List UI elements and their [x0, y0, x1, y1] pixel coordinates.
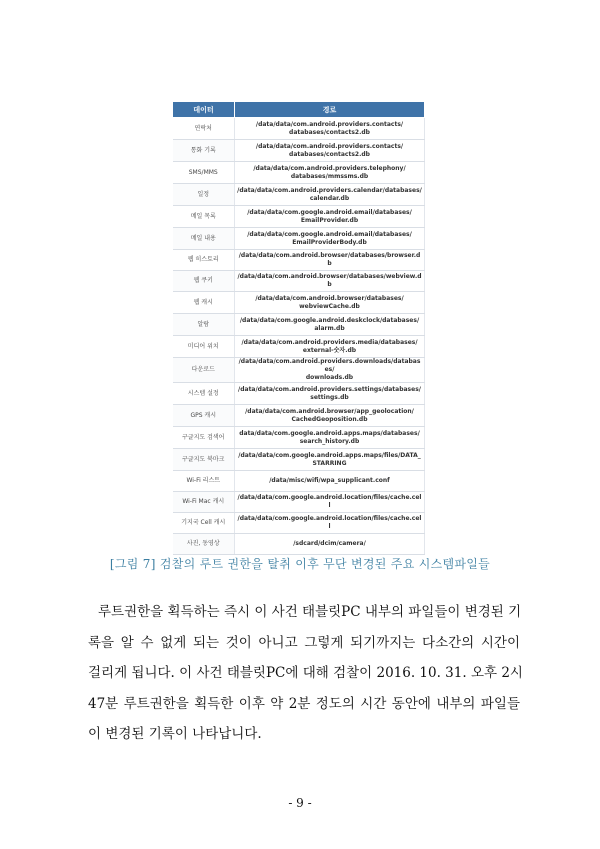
path-text: /data/data/com.android.providers.telephony/ databases/mmssms.db — [253, 164, 406, 180]
body-line: 루트권한을 획득하는 즉시 이 사건 태블릿PC 내부의 파일들이 변경된 기 — [98, 604, 522, 620]
data-type-cell: 웹 쿠키 — [173, 271, 235, 292]
data-type-cell: 웹 히스토리 — [173, 250, 235, 271]
data-type-cell: 일정 — [173, 184, 235, 206]
path-cell — [235, 206, 425, 228]
path-cell — [235, 358, 425, 383]
data-type-cell: 사진, 동영상 — [173, 534, 235, 555]
path-cell — [235, 383, 425, 405]
table-row — [173, 314, 425, 336]
path-cell — [235, 534, 425, 555]
table-row — [173, 358, 425, 383]
table-row — [173, 336, 425, 358]
path-cell — [235, 184, 425, 206]
table-row — [173, 427, 425, 449]
path-cell — [235, 314, 425, 336]
table-row — [173, 228, 425, 250]
table-row — [173, 449, 425, 471]
data-type-cell: 알람 — [173, 314, 235, 336]
data-type-cell: 웹 캐시 — [173, 292, 235, 314]
header-data: 데이터 — [173, 102, 235, 118]
path-cell — [235, 492, 425, 513]
path-text: data/data/com.google.android.apps.maps/databases/ search_history.db — [239, 429, 420, 445]
path-cell — [235, 228, 425, 250]
table-row — [173, 140, 425, 162]
table-row — [173, 292, 425, 314]
path-cell — [235, 250, 425, 271]
path-text: /data/data/com.android.browser/databases/browser.db — [238, 252, 421, 267]
path-text: /data/data/com.android.providers.downloads/databases/ downloads.db — [238, 358, 421, 381]
path-cell — [235, 140, 425, 162]
data-type-cell: GPS 캐시 — [173, 405, 235, 427]
table-header-row — [173, 102, 425, 118]
path-cell — [235, 162, 425, 184]
table-body — [173, 118, 425, 555]
path-text: /data/data/com.android.providers.contacts/ databases/contacts2.db — [255, 142, 404, 158]
path-text: /data/data/com.android.browser/databases/ webviewCache.db — [255, 294, 404, 310]
body-line: 걸리게 됩니다. 이 사건 태블릿PC에 대해 검찰이 2016. 10. 31. 오후 2시 — [88, 665, 523, 681]
figure-caption: [그림 7] 검찰의 루트 권한을 탈취 이후 무단 변경된 주요 시스템파일들 — [109, 557, 491, 571]
path-cell — [235, 405, 425, 427]
table-row — [173, 534, 425, 555]
table-row — [173, 471, 425, 492]
table-row — [173, 513, 425, 534]
path-cell — [235, 471, 425, 492]
data-type-cell: 기지국 Cell 캐시 — [173, 513, 235, 534]
data-type-cell: 메일 목록 — [173, 206, 235, 228]
table-row — [173, 184, 425, 206]
body-line: 47분 루트권한을 획득한 이후 약 2분 정도의 시간 동안에 내부의 파일들 — [88, 695, 520, 712]
path-text: /data/data/com.google.android.apps.maps/files/DATA_ STARRING — [238, 451, 421, 467]
path-text: /sdcard/dcim/camera/ — [293, 540, 366, 547]
table-row — [173, 206, 425, 228]
path-text: /data/data/com.android.browser/app_geolocation/ CachedGeoposition.db — [245, 407, 414, 423]
data-type-cell: 연락처 — [173, 118, 235, 140]
path-text: /data/data/com.google.android.email/databases/ EmailProvider.db — [247, 208, 412, 224]
path-cell — [235, 118, 425, 140]
data-type-cell: 구글지도 북마크 — [173, 449, 235, 471]
data-type-cell: Wi-Fi Mac 캐시 — [173, 492, 235, 513]
page-number: - 9 - — [288, 796, 312, 810]
path-text: /data/data/com.google.android.location/files/cache.cell — [237, 515, 422, 530]
path-text: /data/data/com.google.android.location/files/cache.cell — [237, 494, 422, 509]
header-path: 경로 — [235, 102, 425, 118]
data-type-cell: 메일 내용 — [173, 228, 235, 250]
path-text: /data/data/com.android.providers.media/databases/ external-숫자.db — [241, 338, 418, 354]
table-row — [173, 492, 425, 513]
path-cell — [235, 336, 425, 358]
path-cell — [235, 449, 425, 471]
table-row — [173, 405, 425, 427]
path-text: /data/data/com.android.providers.contacts/ databases/contacts2.db — [255, 120, 404, 136]
path-text: /data/data/com.android.browser/databases/webview.db — [237, 273, 422, 288]
table-row — [173, 118, 425, 140]
path-text: /data/data/com.google.android.email/databases/ EmailProviderBody.db — [247, 230, 412, 246]
path-text: /data/data/com.android.providers.settings/databases/ settings.db — [238, 385, 421, 401]
path-cell — [235, 271, 425, 292]
body-line: 록을 알 수 없게 되는 것이 아니고 그렇게 되기까지는 다소간의 시간이 — [88, 634, 520, 651]
data-type-cell: 구글지도 검색어 — [173, 427, 235, 449]
path-cell — [235, 427, 425, 449]
data-type-cell: 미디어 위치 — [173, 336, 235, 358]
system-files-table — [172, 101, 425, 555]
data-type-cell: Wi-Fi 리스트 — [173, 471, 235, 492]
path-text: /data/data/com.android.providers.calendar/databases/ calendar.db — [237, 186, 422, 202]
data-type-cell: 다운로드 — [173, 358, 235, 383]
path-cell — [235, 513, 425, 534]
data-type-cell: SMS/MMS — [173, 162, 235, 184]
data-type-cell: 통화 기록 — [173, 140, 235, 162]
system-files-table-figure — [172, 101, 424, 555]
body-paragraph — [88, 597, 523, 750]
table-row — [173, 250, 425, 271]
body-line: 이 변경된 기록이 나타납니다. — [88, 726, 262, 742]
path-text: /data/data/com.google.android.deskclock/databases/ alarm.db — [239, 316, 420, 332]
table-row — [173, 162, 425, 184]
table-row — [173, 271, 425, 292]
table-row — [173, 383, 425, 405]
path-cell — [235, 292, 425, 314]
path-text: /data/misc/wifi/wpa_supplicant.conf — [269, 477, 390, 484]
data-type-cell: 시스템 설정 — [173, 383, 235, 405]
